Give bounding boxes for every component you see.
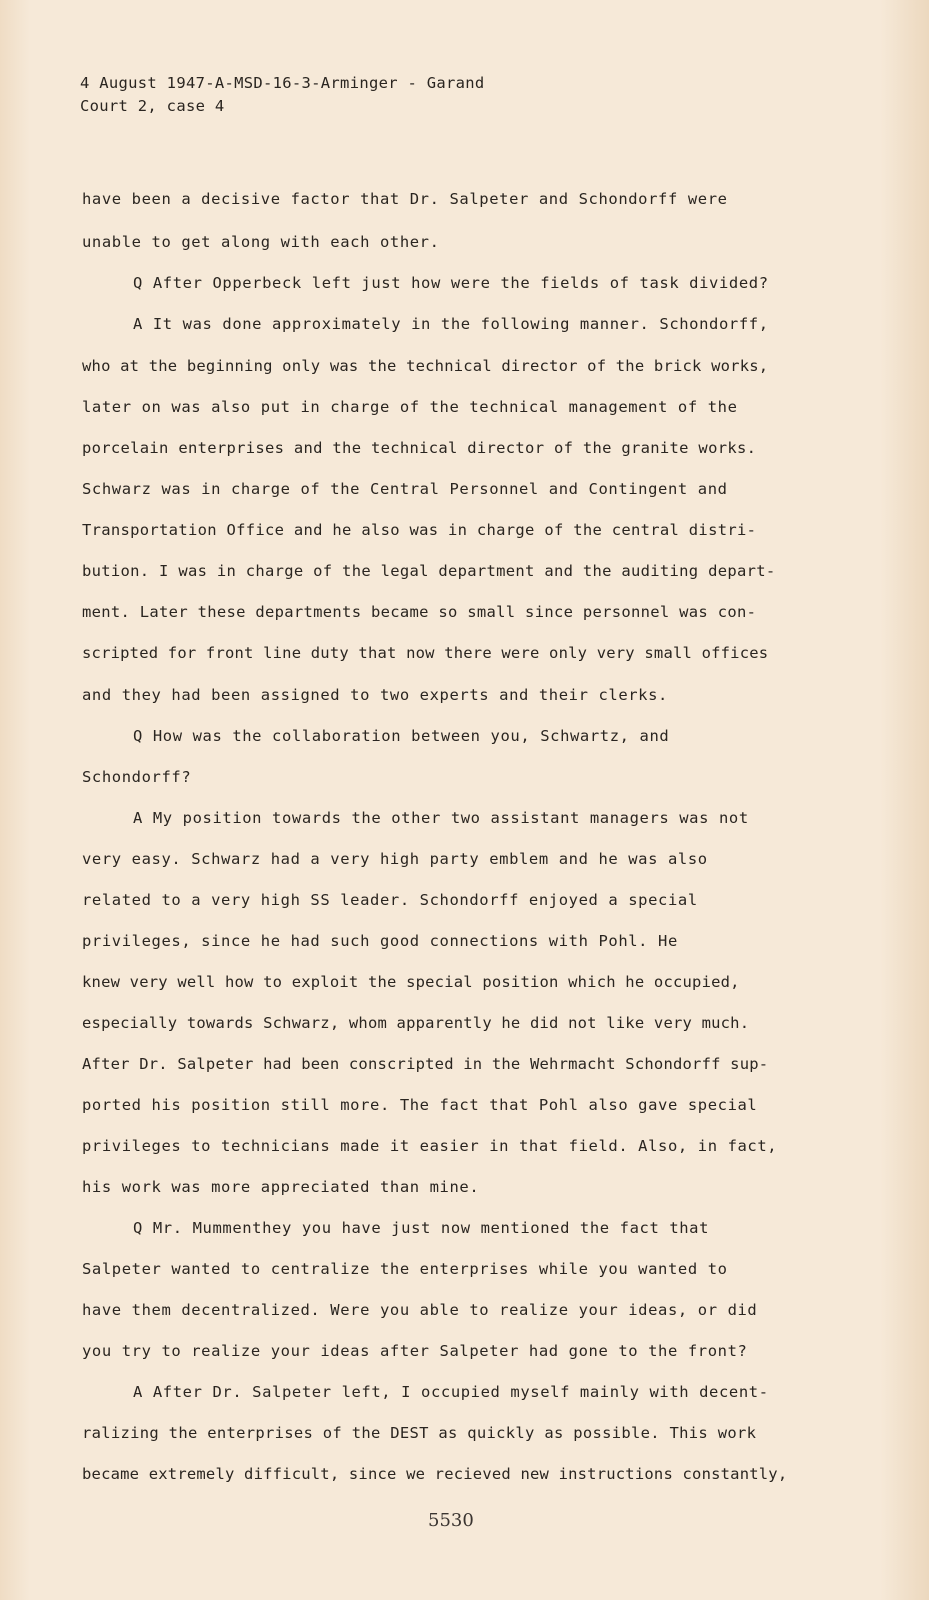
text-line: ported his position still more. The fact that Pohl also gave special <box>82 1096 758 1114</box>
text-line: Transportation Office and he also was in charge of the central distri- <box>82 521 757 539</box>
text-line: very easy. Schwarz had a very high party emblem and he was also <box>82 850 708 868</box>
text-line: his work was more appreciated than mine. <box>82 1178 480 1196</box>
text-line: you try to realize your ideas after Salpeter had gone to the front? <box>82 1342 748 1360</box>
text-line: who at the beginning only was the technical director of the brick works, <box>82 357 769 375</box>
text-line: After Dr. Salpeter had been conscripted in the Wehrmacht Schondorff sup- <box>82 1055 769 1073</box>
text-line: ment. Later these departments became so small since personnel was con- <box>82 603 757 621</box>
text-line: ralizing the enterprises of the DEST as quickly as possible. This work <box>82 1424 757 1442</box>
text-line: especially towards Schwarz, whom apparently he did not like very much. <box>82 1014 750 1032</box>
text-line: became extremely difficult, since we recieved new instructions constantly, <box>82 1465 788 1483</box>
text-line: Q How was the collaboration between you, Schwartz, and <box>133 727 670 745</box>
document-header <box>80 72 485 118</box>
text-line: Q After Opperbeck left just how were the fields of task divided? <box>133 274 769 292</box>
header-reference-line: 4 August 1947-A-MSD-16-3-Arminger - Garand <box>80 74 485 92</box>
text-line: and they had been assigned to two experts and their clerks. <box>82 686 668 704</box>
text-line: Q Mr. Mummenthey you have just now mentioned the fact that <box>133 1219 710 1237</box>
text-line: knew very well how to exploit the special position which he occupied, <box>82 973 740 991</box>
text-line: later on was also put in charge of the technical management of the <box>82 398 738 416</box>
page-number: 5530 <box>428 1510 474 1531</box>
text-line: Salpeter wanted to centralize the enterprises while you wanted to <box>82 1260 728 1278</box>
text-line: have been a decisive factor that Dr. Salpeter and Schondorff were <box>82 190 728 208</box>
text-line: have them decentralized. Were you able to realize your ideas, or did <box>82 1301 758 1319</box>
text-line: Schondorff? <box>82 768 192 786</box>
text-line: bution. I was in charge of the legal department and the auditing depart- <box>82 562 776 580</box>
text-line: scripted for front line duty that now there were only very small offices <box>82 644 769 662</box>
text-line: Schwarz was in charge of the Central Personnel and Contingent and <box>82 480 728 498</box>
text-line: unable to get along with each other. <box>82 233 440 251</box>
text-line: related to a very high SS leader. Schondorff enjoyed a special <box>82 891 698 909</box>
text-line: privileges, since he had such good connections with Pohl. He <box>82 932 678 950</box>
text-line: A It was done approximately in the following manner. Schondorff, <box>133 315 769 333</box>
text-line: privileges to technicians made it easier in that field. Also, in fact, <box>82 1137 778 1155</box>
text-line: A After Dr. Salpeter left, I occupied myself mainly with decent- <box>133 1383 769 1401</box>
text-line: porcelain enterprises and the technical director of the granite works. <box>82 439 757 457</box>
text-line: A My position towards the other two assistant managers was not <box>133 809 749 827</box>
header-court-line: Court 2, case 4 <box>80 97 225 115</box>
